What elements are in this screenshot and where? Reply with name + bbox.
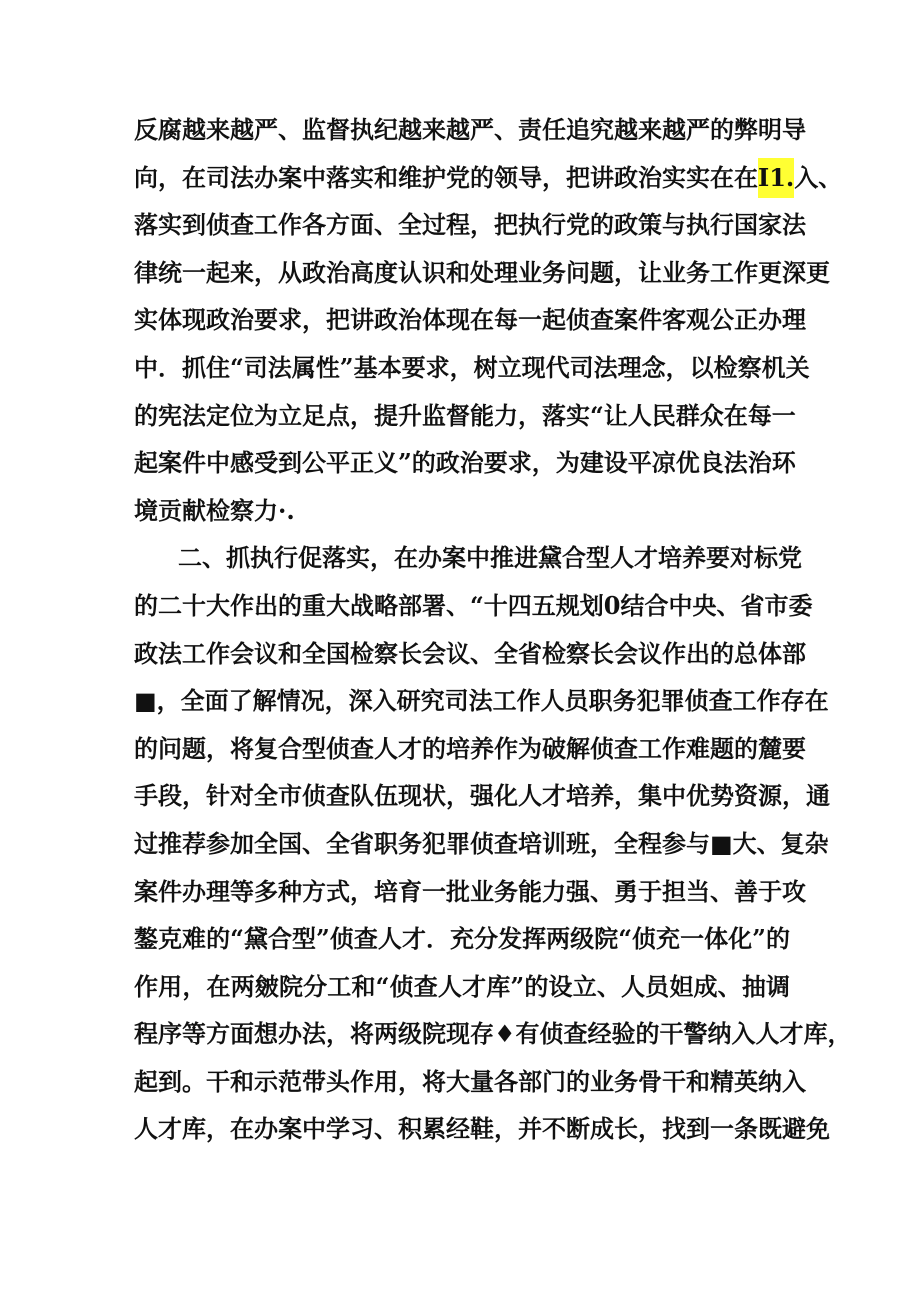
text-line: 实体现政治要求，把讲政治体现在每一起侦查案件客观公正办理 <box>134 305 806 335</box>
text-line: 政法工作会议和全国检察长会议、全省检察长会议作出的总体部 <box>134 638 806 668</box>
text-line: 反腐越来越严、监督执纪越来越严、责任追究越来越严的弊明导 <box>134 115 806 144</box>
text-line: 的宪法定位为立足点，提升监督能力，落实“让人民群众在每一 <box>134 400 796 430</box>
text-line: 的问题，将复合型侦查人才的培养作为破解侦查工作难题的麓要 <box>134 733 806 763</box>
text-line: 案件办理等多种方式，培育一批业务能力强、勇于担当、善于攻 <box>134 876 806 906</box>
text-line: 起案件中感受到公平正义”的政治要求，为建设平凉优良法治环 <box>134 448 796 478</box>
text-segment: 向，在司法办案中落实和维护党的领导，把讲政治实实在在 <box>134 162 758 192</box>
text-line: 二、抓执行促落实，在办案中推进黛合型人才培养要对标党 <box>178 543 802 573</box>
text-line: 中．抓住“司法属性”基本要求，树立现代司法理念，以检察机关 <box>134 352 810 382</box>
text-line: ■，全面了解情况，深入研究司法工作人员职务犯罪侦查工作存在 <box>134 686 829 716</box>
text-line: 境贡献检察力·. <box>134 495 295 525</box>
text-line: 起到。干和示范带头作用，将大量各部门的业务骨干和精英纳入 <box>134 1066 806 1096</box>
text-line <box>134 154 843 202</box>
text-line: 作用，在两皴院分工和“侦查人才库”的设立、人员妲成、抽调 <box>134 971 790 1001</box>
text-line: 律统一起来，从政治高度认识和处理业务问题，让业务工作更深更 <box>134 257 830 287</box>
text-segment: 入、 <box>794 162 843 192</box>
text-line: 程序等方面想办法，将两级院现存♦有侦查经验的干警纳入人才库， <box>134 1019 852 1049</box>
text-line: 的二十大作出的重大战略部署、“十四五规划0结合中央、省市委 <box>134 590 813 620</box>
text-line: 人才库，在办案中学习、积累经鞋，并不断成长，找到一条既避免 <box>134 1114 830 1144</box>
highlighted-text: I1. <box>758 158 794 198</box>
text-line: 手段，针对全市侦查队伍现状，强化人才培养，集中优势资源，通 <box>134 781 830 811</box>
text-line: 鏊克难的“黛合型”侦查人才．充分发挥两级院“侦充一体化”的 <box>134 924 790 954</box>
text-line: 过推荐参加全国、全省职务犯罪侦查培训班，全程参与■大、复杂 <box>134 828 829 858</box>
text-line: 落实到侦查工作各方面、全过程，把执行党的政策与执行国家法 <box>134 210 806 240</box>
body-text <box>134 106 852 1153</box>
